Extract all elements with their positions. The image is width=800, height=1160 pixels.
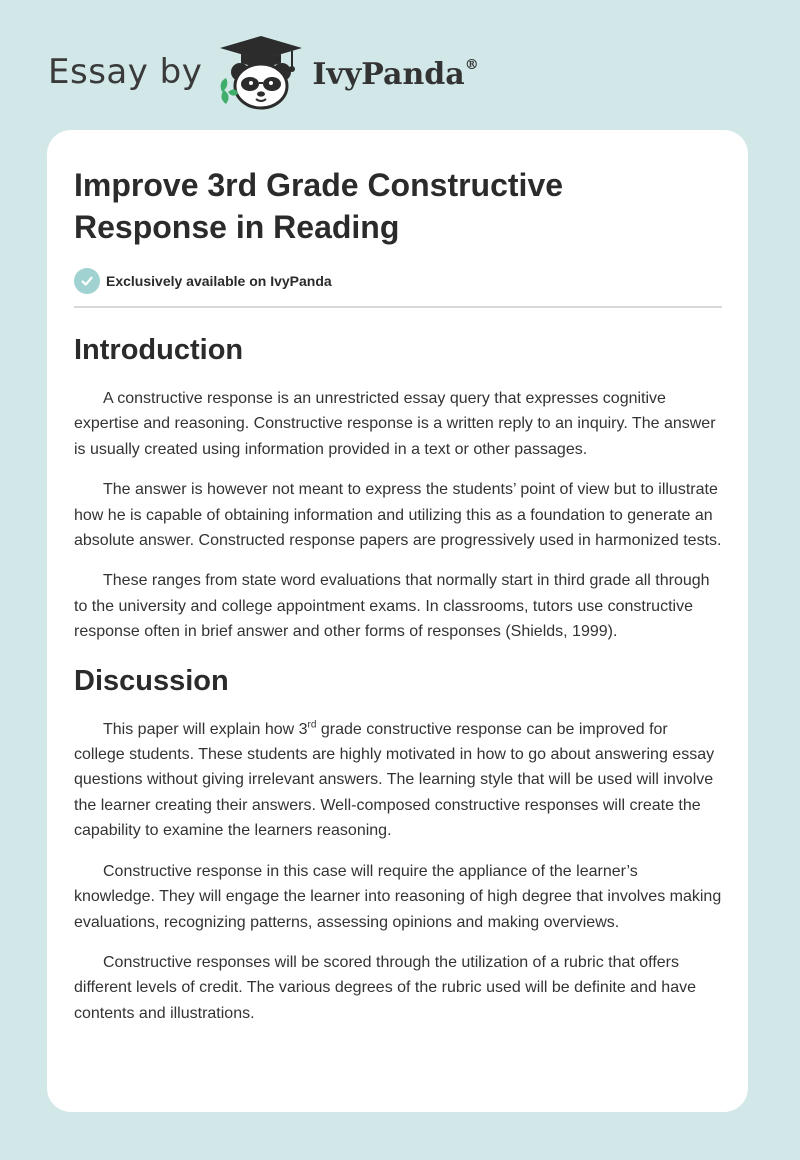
paragraph: Constructive responses will be scored through the utilization of a rubric that offers different levels of credit. The various degrees of the rubric used will be definite and have contents and illustrations.	[74, 953, 696, 1022]
exclusive-label: Exclusively available on IvyPanda	[106, 273, 332, 289]
essay-title: Improve 3rd Grade Constructive Response in Reading	[74, 167, 564, 245]
brand-name[interactable]: IvyPanda®	[312, 56, 479, 92]
paragraph: Constructive response in this case will require the appliance of the learner’s knowledge. They will engage the learner into reasoning of high degree that involves making evaluations, recognizing patterns, assessing opinions and making overviews.	[74, 862, 722, 931]
paragraph: This paper will explain how 3rd grade constructive response can be improved for college students. These students are highly motivated in how to go about answering essay questions without giving irrelevant answers. The learning style that will be used will involve the learner creating their answers. Well-composed constructive responses will create the capability to examine the learners reasoning.	[74, 719, 715, 840]
check-icon	[74, 268, 100, 294]
essay-card	[47, 130, 748, 1112]
paragraph: A constructive response is an unrestricted essay query that expresses cognitive expertise and reasoning. Constructive response is a written reply to an inquiry. The answer is usually created using information provided in a text or other passages.	[74, 390, 716, 458]
site-header	[48, 34, 479, 110]
section-discussion	[74, 717, 722, 1026]
section-introduction	[74, 386, 722, 645]
heading-discussion: Discussion	[74, 664, 229, 697]
heading-introduction: Introduction	[74, 334, 244, 366]
paragraph: The answer is however not meant to express the students’ point of view but to illustrate how he is capable of obtaining information and utilizing this as a foundation to generate an absolute answer. Constructed response papers are progressively used in harmonized tests.	[74, 481, 722, 550]
paragraph: These ranges from state word evaluations that normally start in third grade all through to the university and college appointment exams. In classrooms, tutors use constructive response often in brief answer and other forms of responses (Shields, 1999).	[74, 572, 710, 641]
divider	[74, 306, 722, 308]
panda-logo-icon[interactable]	[216, 34, 306, 110]
exclusive-badge	[74, 268, 722, 294]
registered-mark: ®	[464, 56, 479, 73]
essay-by-label: Essay by	[48, 52, 203, 92]
essay-content	[74, 164, 722, 1026]
